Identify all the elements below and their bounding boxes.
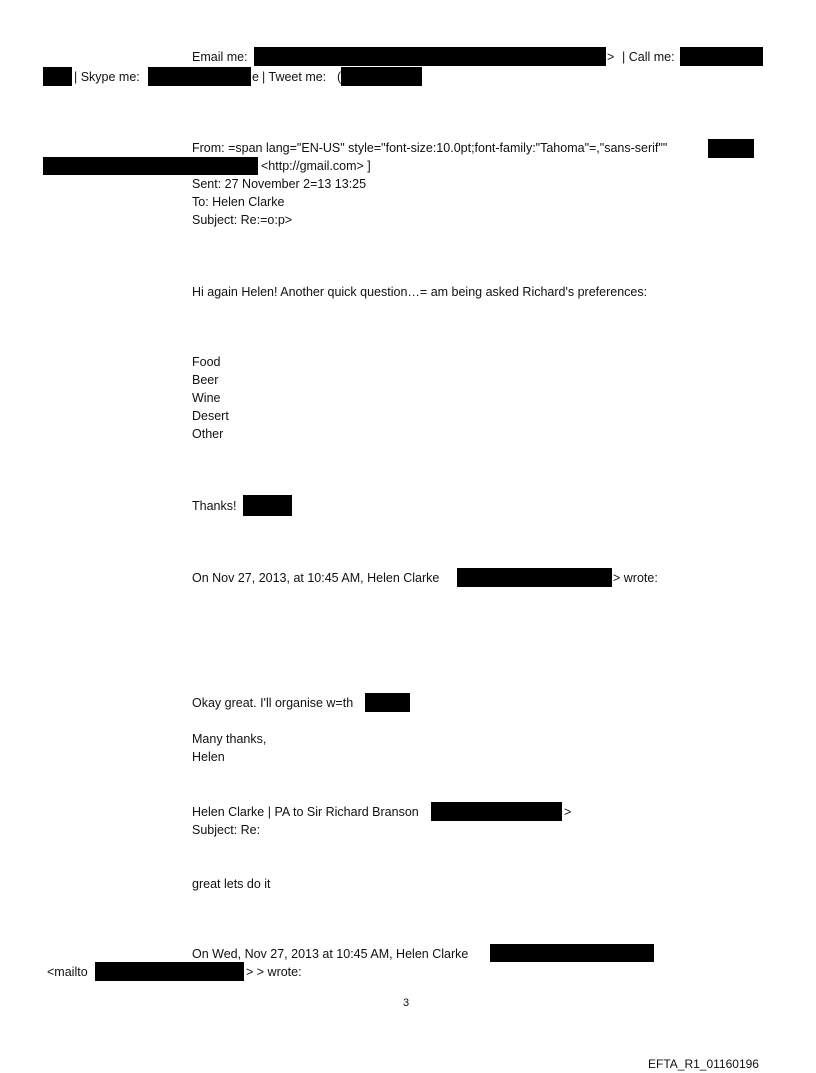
quote1-suffix: > wrote: — [613, 571, 658, 585]
mailto-prefix: <mailto — [47, 965, 88, 979]
list-item: Desert — [192, 409, 229, 423]
redaction-email — [254, 47, 606, 66]
redaction-phone-cont — [43, 67, 72, 86]
okay-text: Okay great. I'll organise w=th — [192, 696, 354, 710]
redaction-quote2-email — [490, 944, 654, 962]
call-me-label: | Call me: — [622, 50, 675, 64]
redaction-phone — [680, 47, 763, 66]
redaction-skype — [148, 67, 251, 86]
redaction-sig-email — [431, 802, 562, 821]
redaction-from-1 — [708, 139, 754, 158]
from-link: <http://gmail.com> ] — [261, 159, 371, 173]
redaction-from-2 — [43, 157, 258, 175]
redaction-mailto — [95, 962, 244, 981]
quote1-prefix: On Nov 27, 2013, at 10:45 AM, Helen Clarke — [192, 571, 440, 585]
mailto-suffix: > > wrote: — [246, 965, 302, 979]
list-item: Other — [192, 427, 224, 441]
from-line: From: =span lang="EN-US" style="font-size:10.0pt;font-family:"Tahoma"=,"sans-serif"" — [192, 141, 668, 155]
skype-me-label: | Skype me: — [74, 70, 140, 84]
sent-line: Sent: 27 November 2=13 13:25 — [192, 177, 367, 191]
to-line: To: Helen Clarke — [192, 195, 285, 209]
subject-line: Subject: Re:=o:p> — [192, 213, 293, 227]
email-suffix: > — [607, 50, 615, 64]
thanks-text: Thanks! — [192, 499, 237, 513]
great-text: great lets do it — [192, 877, 271, 891]
redaction-quote1-email — [457, 568, 612, 587]
helen-text: Helen — [192, 750, 225, 764]
redaction-okay — [365, 693, 410, 712]
redaction-signature — [243, 495, 292, 516]
list-item: Wine — [192, 391, 221, 405]
many-thanks-text: Many thanks, — [192, 732, 267, 746]
list-item: Beer — [192, 373, 219, 387]
tweet-me-label: | Tweet me: — [262, 70, 327, 84]
signature-suffix: > — [564, 805, 572, 819]
skype-tail: e — [252, 70, 259, 84]
tweet-tail: ( — [337, 70, 342, 84]
subject2-line: Subject: Re: — [192, 823, 261, 837]
document-id: EFTA_R1_01160196 — [648, 1057, 759, 1071]
list-item: Food — [192, 355, 221, 369]
redaction-twitter — [341, 67, 422, 86]
signature-line: Helen Clarke | PA to Sir Richard Branson — [192, 805, 419, 819]
page-number: 3 — [403, 997, 410, 1009]
email-me-label: Email me: — [192, 50, 248, 64]
intro-text: Hi again Helen! Another quick question…= am being asked Richard's preferences: — [192, 285, 648, 299]
quote2-prefix: On Wed, Nov 27, 2013 at 10:45 AM, Helen Clarke — [192, 947, 469, 961]
